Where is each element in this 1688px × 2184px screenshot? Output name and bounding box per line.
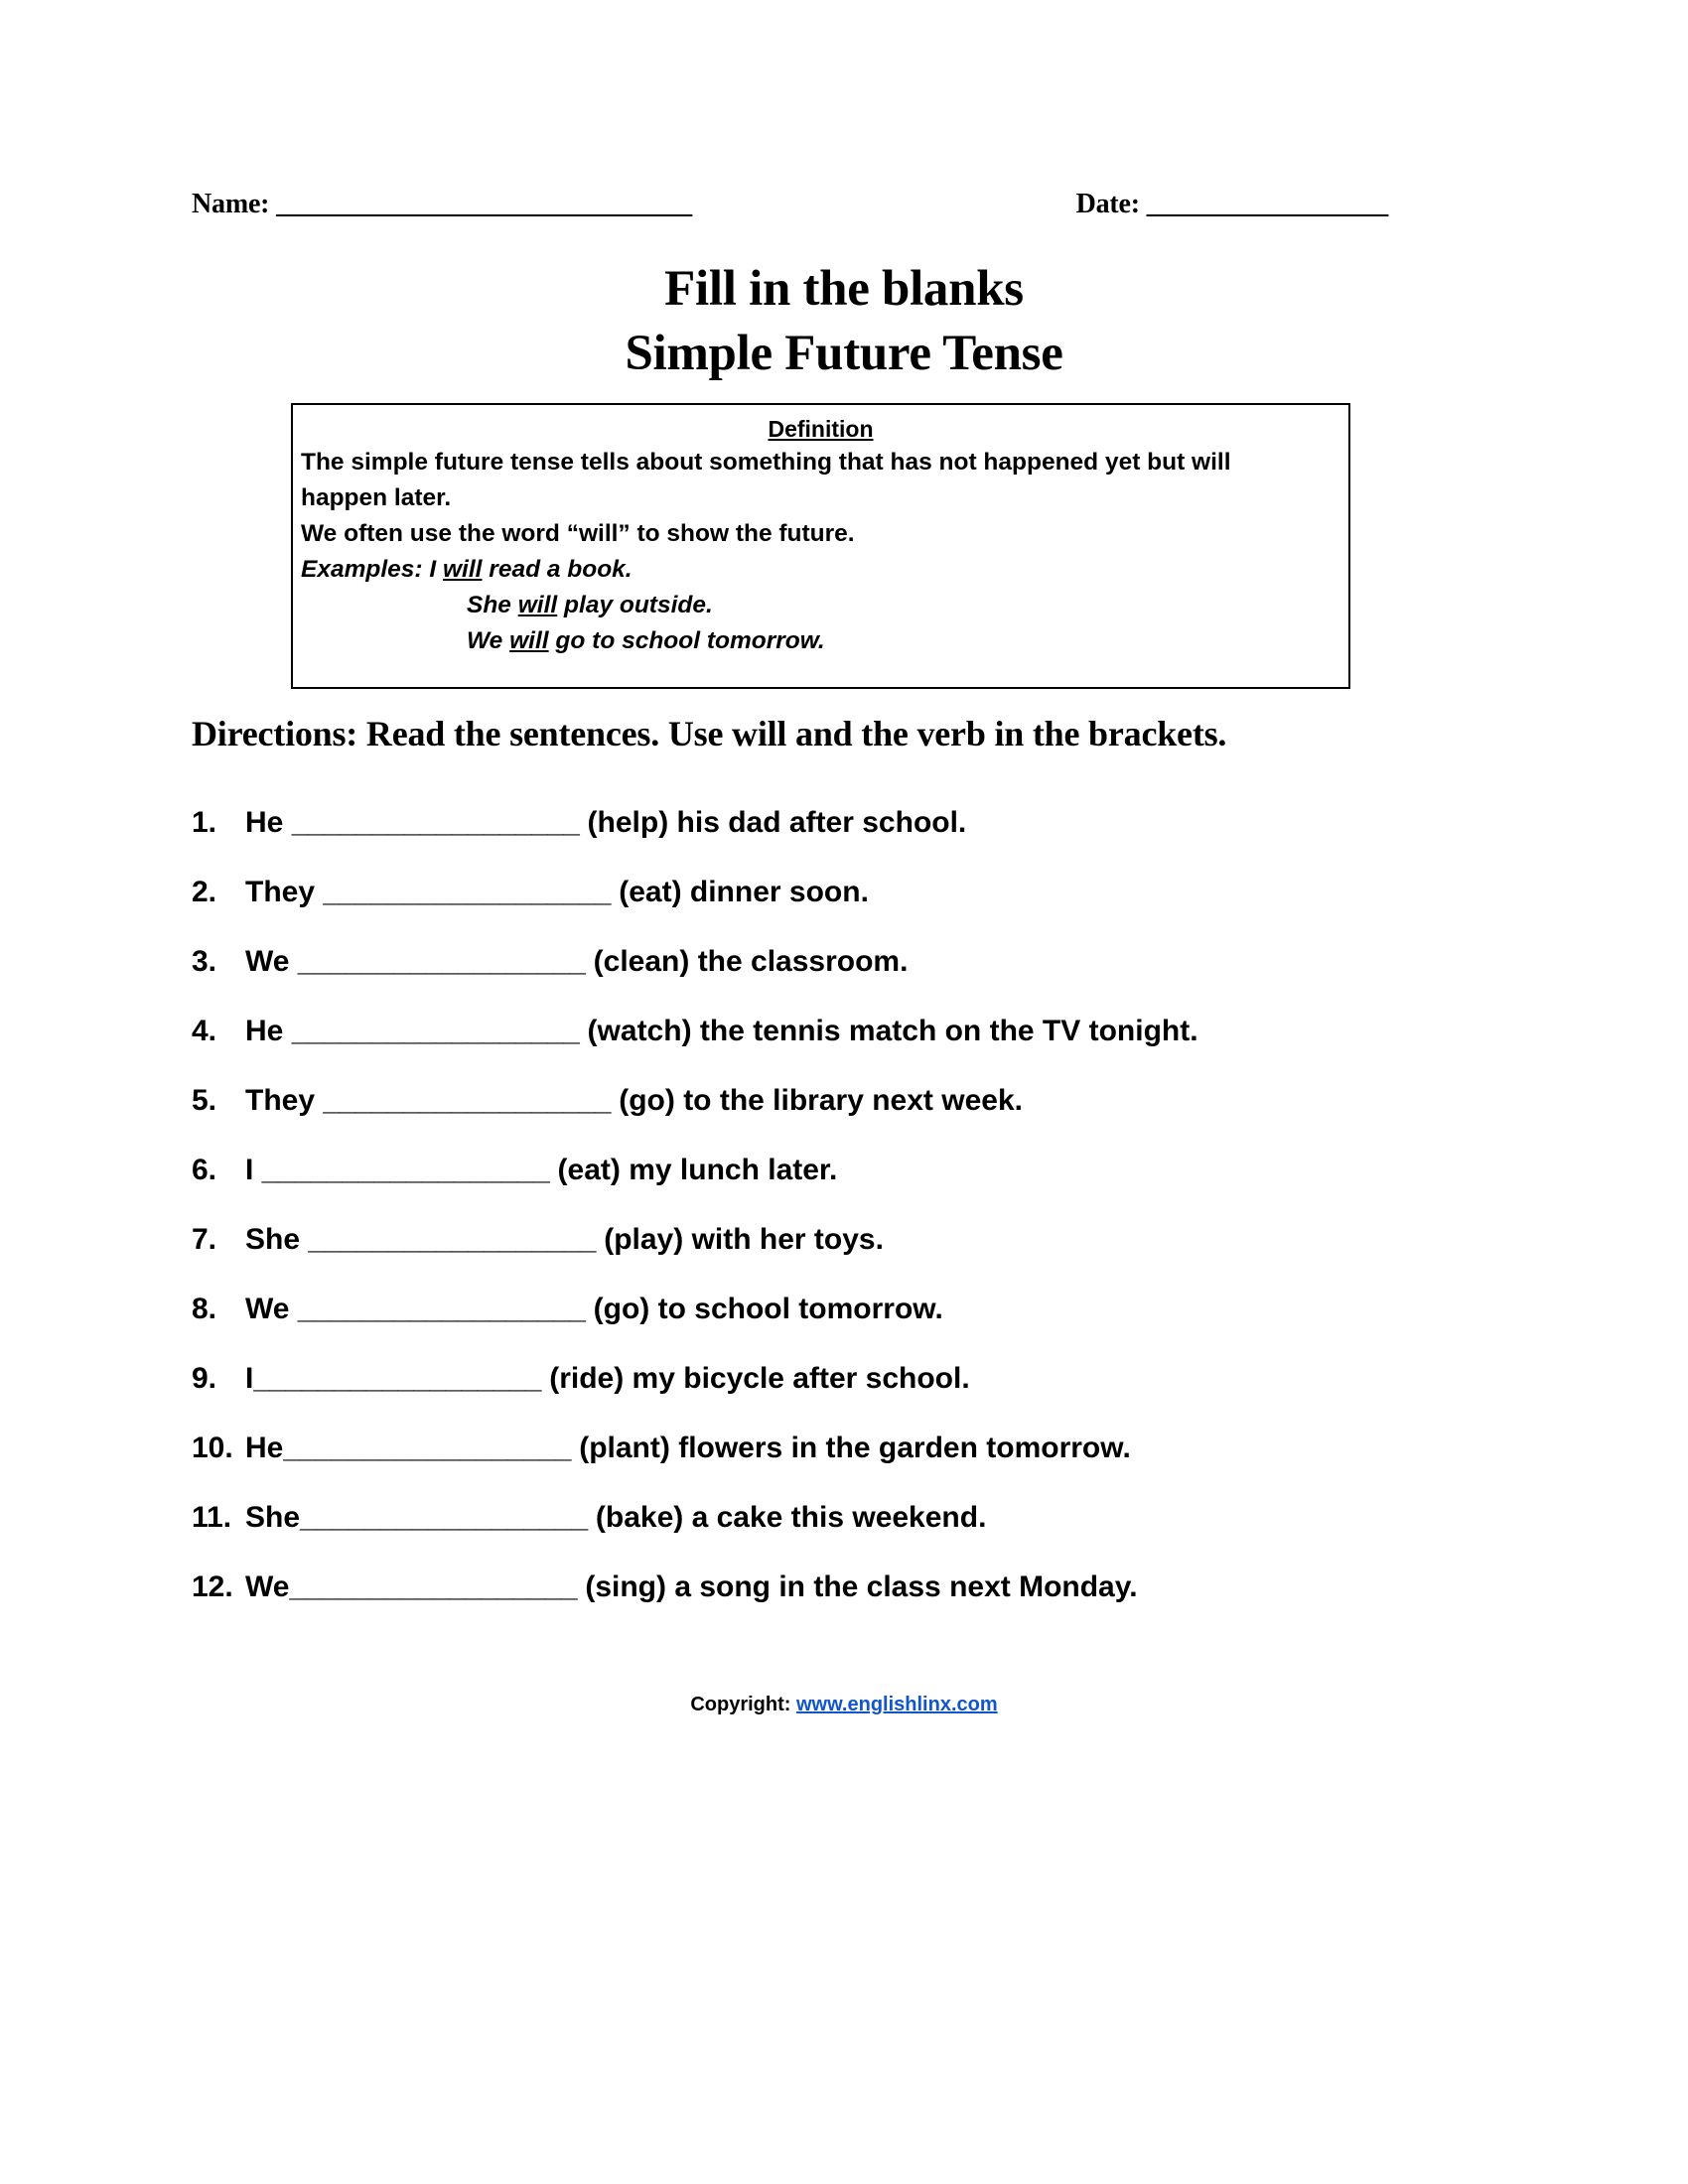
definition-line-3: We often use the word “will” to show the future. bbox=[301, 520, 855, 547]
date-write-line[interactable]: __________________ bbox=[1146, 189, 1388, 219]
student-info-header bbox=[192, 189, 1473, 220]
question-number: 7. bbox=[192, 1223, 233, 1256]
examples-label: Examples: bbox=[301, 556, 430, 583]
question-subject: They bbox=[245, 876, 324, 908]
copyright-label: Copyright: bbox=[690, 1694, 796, 1715]
date-field bbox=[1076, 189, 1388, 220]
question-subject: We bbox=[245, 1570, 290, 1603]
copyright-footer bbox=[0, 1694, 1688, 1716]
question-item bbox=[192, 1015, 1532, 1084]
question-item bbox=[192, 1084, 1532, 1154]
example-1-will: will bbox=[443, 556, 483, 583]
question-subject: She bbox=[245, 1223, 309, 1256]
question-text: (eat) dinner soon. bbox=[610, 876, 869, 908]
question-text: (plant) flowers in the garden tomorrow. bbox=[570, 1432, 1131, 1464]
question-text: (ride) my bicycle after school. bbox=[540, 1362, 970, 1395]
question-subject: They bbox=[245, 1084, 324, 1117]
example-3-pre: We bbox=[467, 627, 510, 654]
definition-heading: Definition bbox=[768, 416, 874, 442]
definition-line-2: happen later. bbox=[301, 484, 452, 511]
definition-box bbox=[291, 403, 1350, 689]
answer-blank[interactable]: __________________ bbox=[261, 1154, 550, 1186]
definition-example-3 bbox=[293, 623, 1348, 659]
question-number: 4. bbox=[192, 1015, 233, 1047]
question-subject: He bbox=[245, 1432, 284, 1464]
question-number: 12. bbox=[192, 1570, 233, 1603]
question-number: 6. bbox=[192, 1154, 233, 1186]
example-3-post: go to school tomorrow. bbox=[548, 627, 825, 654]
date-label: Date: bbox=[1075, 189, 1147, 219]
question-subject: He bbox=[245, 1015, 292, 1047]
question-subject: We bbox=[245, 1293, 298, 1325]
question-item bbox=[192, 945, 1532, 1015]
question-item bbox=[192, 1223, 1532, 1293]
answer-blank[interactable]: __________________ bbox=[308, 1223, 596, 1256]
question-item bbox=[192, 1293, 1532, 1362]
question-item bbox=[192, 1362, 1532, 1432]
question-item bbox=[192, 806, 1532, 876]
answer-blank[interactable]: __________________ bbox=[253, 1362, 541, 1395]
answer-blank[interactable]: __________________ bbox=[291, 1015, 580, 1047]
question-item bbox=[192, 1432, 1532, 1501]
directions-text: Directions: Read the sentences. Use will and the verb in the brackets. bbox=[192, 714, 1227, 753]
example-1-pre: I bbox=[429, 556, 443, 583]
question-text: (sing) a song in the class next Monday. bbox=[577, 1570, 1138, 1603]
worksheet-title-line-1: Fill in the blanks bbox=[664, 261, 1024, 317]
question-text: (help) his dad after school. bbox=[579, 806, 967, 839]
question-subject: She bbox=[245, 1501, 301, 1534]
question-number: 1. bbox=[192, 806, 233, 839]
question-text: (eat) my lunch later. bbox=[549, 1154, 838, 1186]
question-subject: I bbox=[245, 1362, 254, 1395]
worksheet-title-line-2: Simple Future Tense bbox=[625, 326, 1063, 381]
question-text: (watch) the tennis match on the TV tonight. bbox=[579, 1015, 1198, 1047]
example-2-pre: She bbox=[467, 592, 518, 618]
question-number: 10. bbox=[192, 1432, 233, 1464]
example-1-post: read a book. bbox=[482, 556, 633, 583]
question-number: 9. bbox=[192, 1362, 233, 1395]
question-text: (clean) the classroom. bbox=[585, 945, 909, 978]
question-number: 3. bbox=[192, 945, 233, 978]
question-number: 11. bbox=[192, 1501, 232, 1534]
answer-blank[interactable]: __________________ bbox=[291, 806, 580, 839]
question-number: 2. bbox=[192, 876, 233, 908]
name-field bbox=[192, 189, 692, 220]
definition-example-2 bbox=[293, 588, 1348, 623]
definition-line-1: The simple future tense tells about something that has not happened yet but will bbox=[301, 449, 1231, 476]
name-label: Name: bbox=[192, 189, 277, 219]
englishlinx-link[interactable]: www.englishlinx.com bbox=[796, 1694, 998, 1715]
question-text: (bake) a cake this weekend. bbox=[587, 1501, 987, 1534]
answer-blank[interactable]: __________________ bbox=[323, 876, 611, 908]
question-subject: I bbox=[245, 1154, 262, 1186]
question-item bbox=[192, 1570, 1532, 1640]
question-number: 8. bbox=[192, 1293, 233, 1325]
question-number: 5. bbox=[192, 1084, 233, 1117]
answer-blank[interactable]: __________________ bbox=[297, 945, 586, 978]
question-subject: He bbox=[245, 806, 292, 839]
question-item bbox=[192, 1154, 1532, 1223]
answer-blank[interactable]: __________________ bbox=[283, 1432, 571, 1464]
question-item bbox=[192, 876, 1532, 945]
question-text: (go) to school tomorrow. bbox=[585, 1293, 943, 1325]
example-2-will: will bbox=[517, 592, 558, 618]
answer-blank[interactable]: __________________ bbox=[297, 1293, 586, 1325]
question-text: (play) with her toys. bbox=[595, 1223, 884, 1256]
definition-example-1 bbox=[293, 552, 1348, 588]
answer-blank[interactable]: __________________ bbox=[300, 1501, 588, 1534]
answer-blank[interactable]: __________________ bbox=[289, 1570, 577, 1603]
example-2-post: play outside. bbox=[557, 592, 713, 618]
question-subject: We bbox=[245, 945, 298, 978]
question-list bbox=[192, 806, 1532, 1640]
question-text: (go) to the library next week. bbox=[610, 1084, 1023, 1117]
answer-blank[interactable]: __________________ bbox=[323, 1084, 611, 1117]
example-3-will: will bbox=[509, 627, 549, 654]
name-write-line[interactable]: _______________________________ bbox=[276, 189, 692, 219]
question-item bbox=[192, 1501, 1532, 1570]
